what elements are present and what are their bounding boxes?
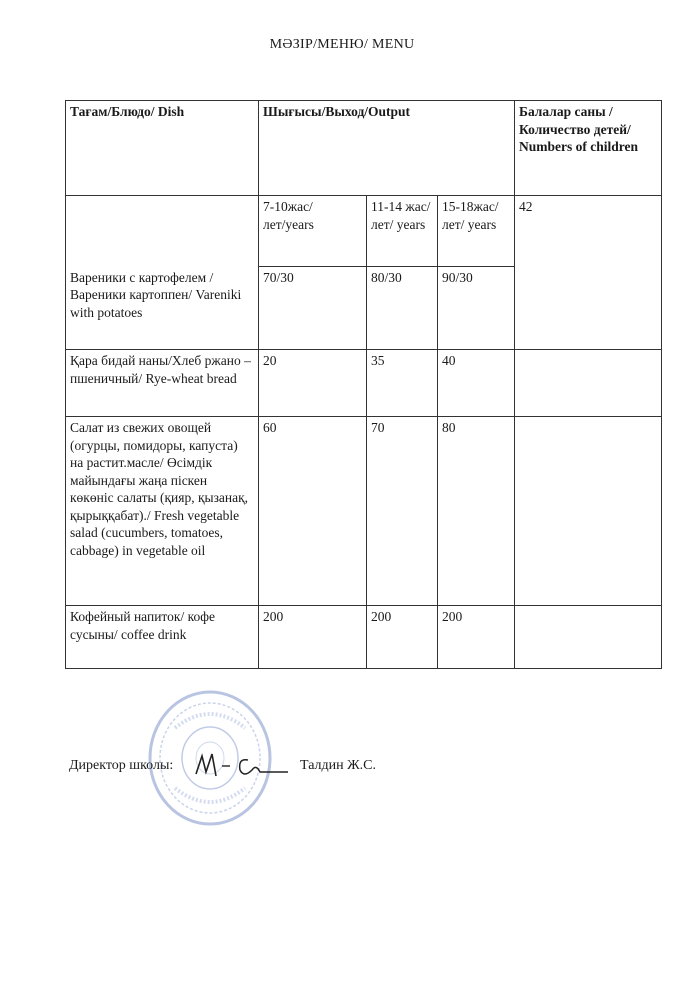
empty-cell bbox=[66, 196, 259, 267]
age-group-row bbox=[66, 196, 662, 267]
output-7-10: 60 bbox=[259, 417, 367, 606]
empty-cell bbox=[515, 417, 662, 606]
header-children: Балалар саны /Количество детей/ Numbers of children bbox=[515, 101, 662, 196]
output-7-10: 200 bbox=[259, 606, 367, 669]
menu-table bbox=[65, 100, 662, 669]
age-group-15-18: 15-18жас/лет/ years bbox=[438, 196, 515, 267]
director-signature bbox=[190, 748, 290, 784]
dish-name: Вареники с картофелем / Вареники картоппен/ Vareniki with potatoes bbox=[66, 267, 259, 350]
table-row bbox=[66, 606, 662, 669]
age-group-7-10: 7-10жас/лет/years bbox=[259, 196, 367, 267]
output-15-18: 80 bbox=[438, 417, 515, 606]
director-label: Директор школы: bbox=[69, 758, 174, 773]
output-11-14: 200 bbox=[367, 606, 438, 669]
empty-cell bbox=[515, 350, 662, 417]
output-15-18: 200 bbox=[438, 606, 515, 669]
output-11-14: 35 bbox=[367, 350, 438, 417]
output-11-14: 80/30 bbox=[367, 267, 438, 350]
dish-name: Салат из свежих овощей (огурцы, помидоры, капуста) на растит.масле/ Өсімдік майындағы жаңа піскен көкөніс салаты (қияр, қызанақ, қырыққабат)./ Fresh vegetable salad (cucumbers, tomatoes, cabbage) in vegetable oil bbox=[66, 417, 259, 606]
children-count: 42 bbox=[515, 196, 662, 350]
output-11-14: 70 bbox=[367, 417, 438, 606]
header-output: Шығысы/Выход/Output bbox=[259, 101, 515, 196]
table-row bbox=[66, 417, 662, 606]
table-header-row bbox=[66, 101, 662, 196]
dish-name: Кофейный напиток/ кофе сусыны/ coffee drink bbox=[66, 606, 259, 669]
output-7-10: 20 bbox=[259, 350, 367, 417]
director-name: Талдин Ж.С. bbox=[300, 758, 377, 773]
page-title: МӘЗІР/МЕНЮ/ MENU bbox=[269, 37, 415, 52]
table-row bbox=[66, 350, 662, 417]
header-dish: Тағам/Блюдо/ Dish bbox=[66, 101, 259, 196]
age-group-11-14: 11-14 жас/лет/ years bbox=[367, 196, 438, 267]
output-15-18: 90/30 bbox=[438, 267, 515, 350]
dish-name: Қара бидай наны/Хлеб ржано – пшеничный/ Rye-wheat bread bbox=[66, 350, 259, 417]
empty-cell bbox=[515, 606, 662, 669]
output-15-18: 40 bbox=[438, 350, 515, 417]
output-7-10: 70/30 bbox=[259, 267, 367, 350]
